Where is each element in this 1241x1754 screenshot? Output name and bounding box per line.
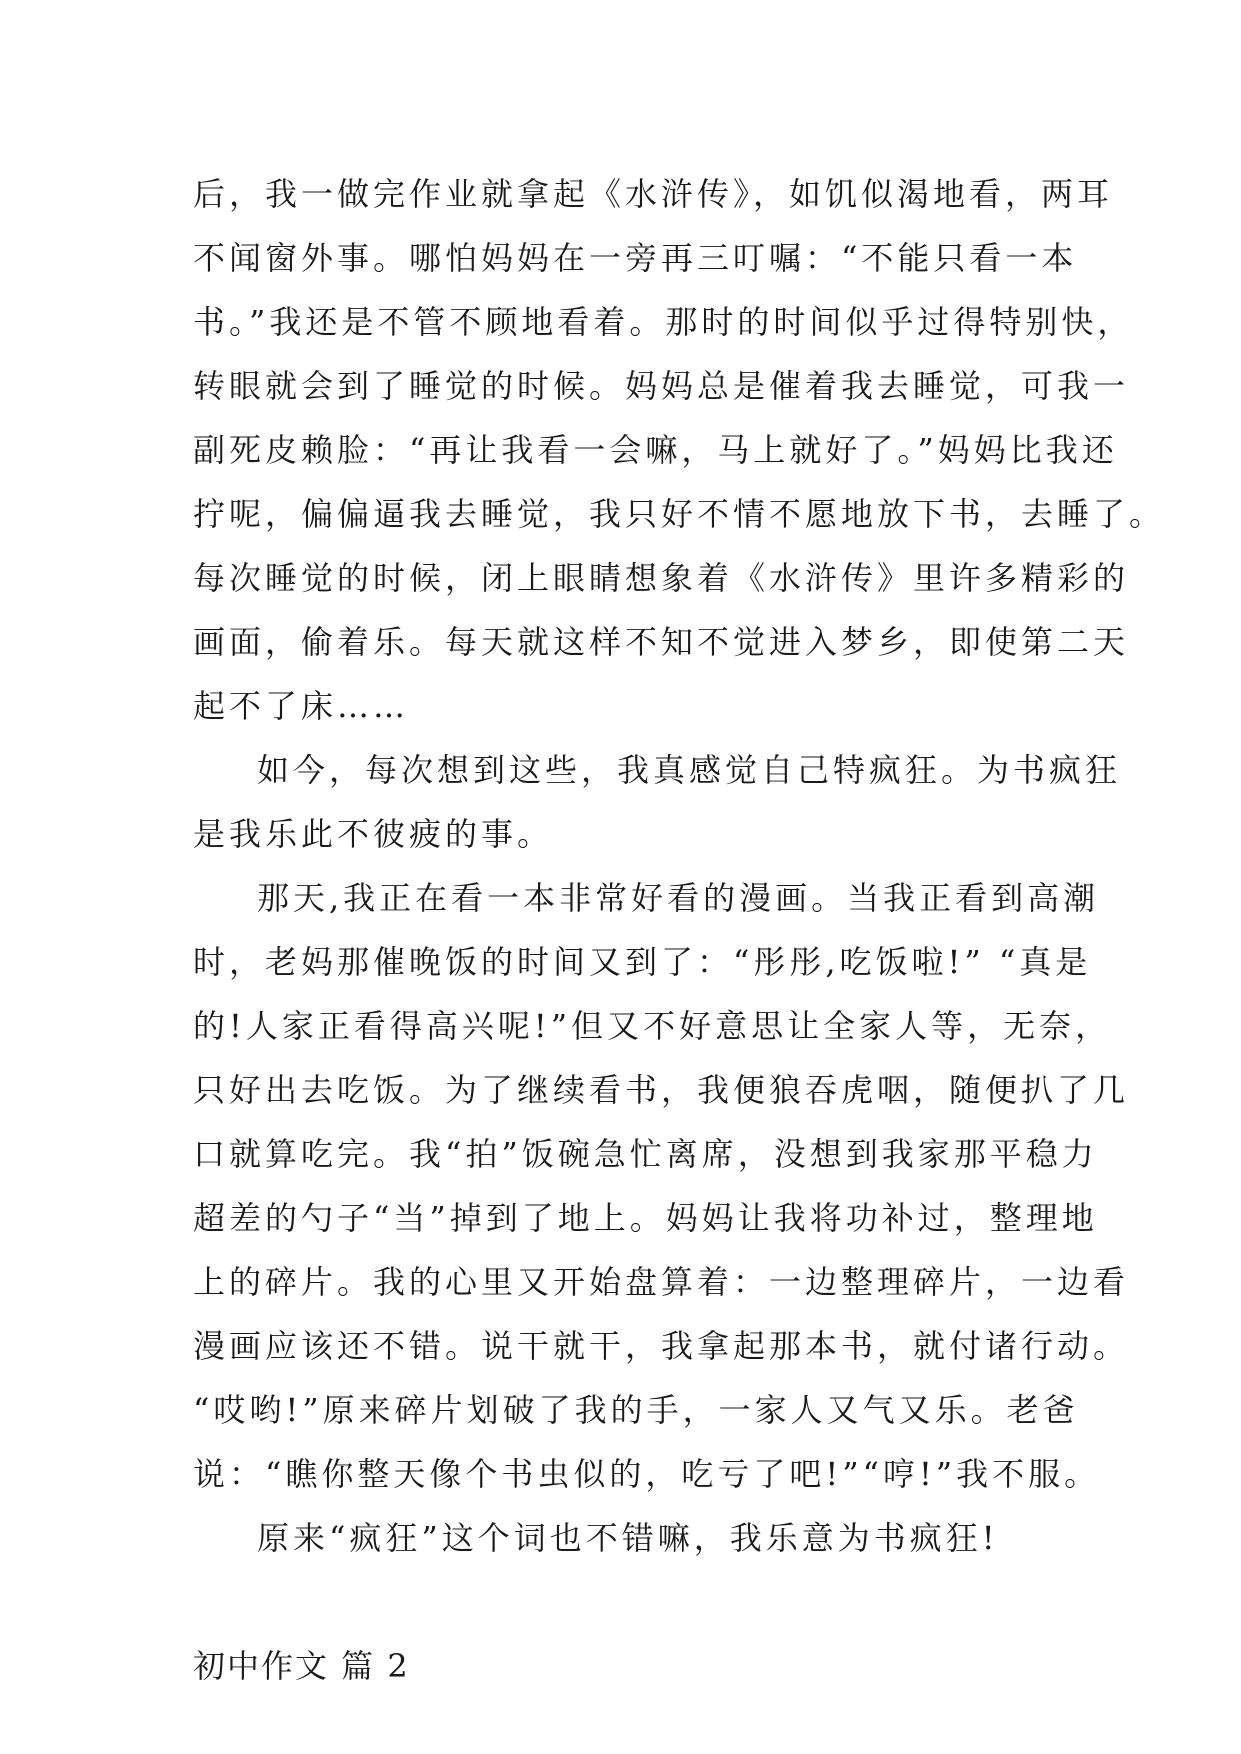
text-line: 上的碎片。我的心里又开始盘算着：一边整理碎片，一边看 (193, 1263, 1130, 1301)
paragraph-start-line: 如今，每次想到这些，我真感觉自己特疯狂。为书疯狂 (257, 751, 1122, 789)
text-line: 口就算吃完。我“拍”饭碗急忙离席，没想到我家那平稳力 (193, 1135, 1098, 1173)
essay-body (193, 162, 1166, 1698)
text-line: 副死皮赖脸：“再让我看一会嘛，马上就好了。”妈妈比我还 (193, 431, 1118, 469)
spacer (193, 1570, 1053, 1634)
text-line: 的!人家正看得高兴呢!”但又不好意思让全家人等，无奈， (193, 1007, 1112, 1045)
paragraph-start-line: 原来“疯狂”这个词也不错嘛，我乐意为书疯狂! (257, 1519, 999, 1557)
text-line: 拧呢，偏偏逼我去睡觉，我只好不情不愿地放下书，去睡了。 (193, 495, 1166, 533)
text-line: 不闻窗外事。哪怕妈妈在一旁再三叮嘱：“不能只看一本 (193, 239, 1078, 277)
text-line: “哎哟!”原来碎片划破了我的手，一家人又气又乐。老爸 (193, 1391, 1079, 1429)
paragraph-start-line: 那天,我正在看一本非常好看的漫画。当我正看到高潮 (257, 879, 1100, 917)
section-heading: 初中作文 篇 2 (193, 1647, 410, 1685)
text-line: 每次睡觉的时候，闭上眼睛想象着《水浒传》里许多精彩的 (193, 559, 1130, 597)
text-line: 转眼就会到了睡觉的时候。妈妈总是催着我去睡觉，可我一 (193, 367, 1130, 405)
text-line: 超差的勺子“当”掉到了地上。妈妈让我将功补过，整理地 (193, 1199, 1098, 1237)
text-line: 漫画应该还不错。说干就干，我拿起那本书，就付诸行动。 (193, 1327, 1130, 1365)
text-line: 书。”我还是不管不顾地看着。那时的时间似乎过得特别快， (193, 303, 1134, 341)
text-line: 后，我一做完作业就拿起《水浒传》，如饥似渴地看，两耳 (193, 175, 1114, 213)
text-line: 是我乐此不彼疲的事。 (193, 815, 554, 853)
text-line: 起不了床…… (193, 687, 410, 725)
text-line: 只好出去吃饭。为了继续看书，我便狼吞虎咽，随便扒了几 (193, 1071, 1130, 1109)
text-line: 说：“瞧你整天像个书虫似的，吃亏了吧!”“哼!”我不服。 (193, 1455, 1101, 1493)
text-line: 画面，偷着乐。每天就这样不知不觉进入梦乡，即使第二天 (193, 623, 1130, 661)
text-line: 时，老妈那催晚饭的时间又到了：“彤彤,吃饭啦!” “真是 (193, 943, 1092, 981)
